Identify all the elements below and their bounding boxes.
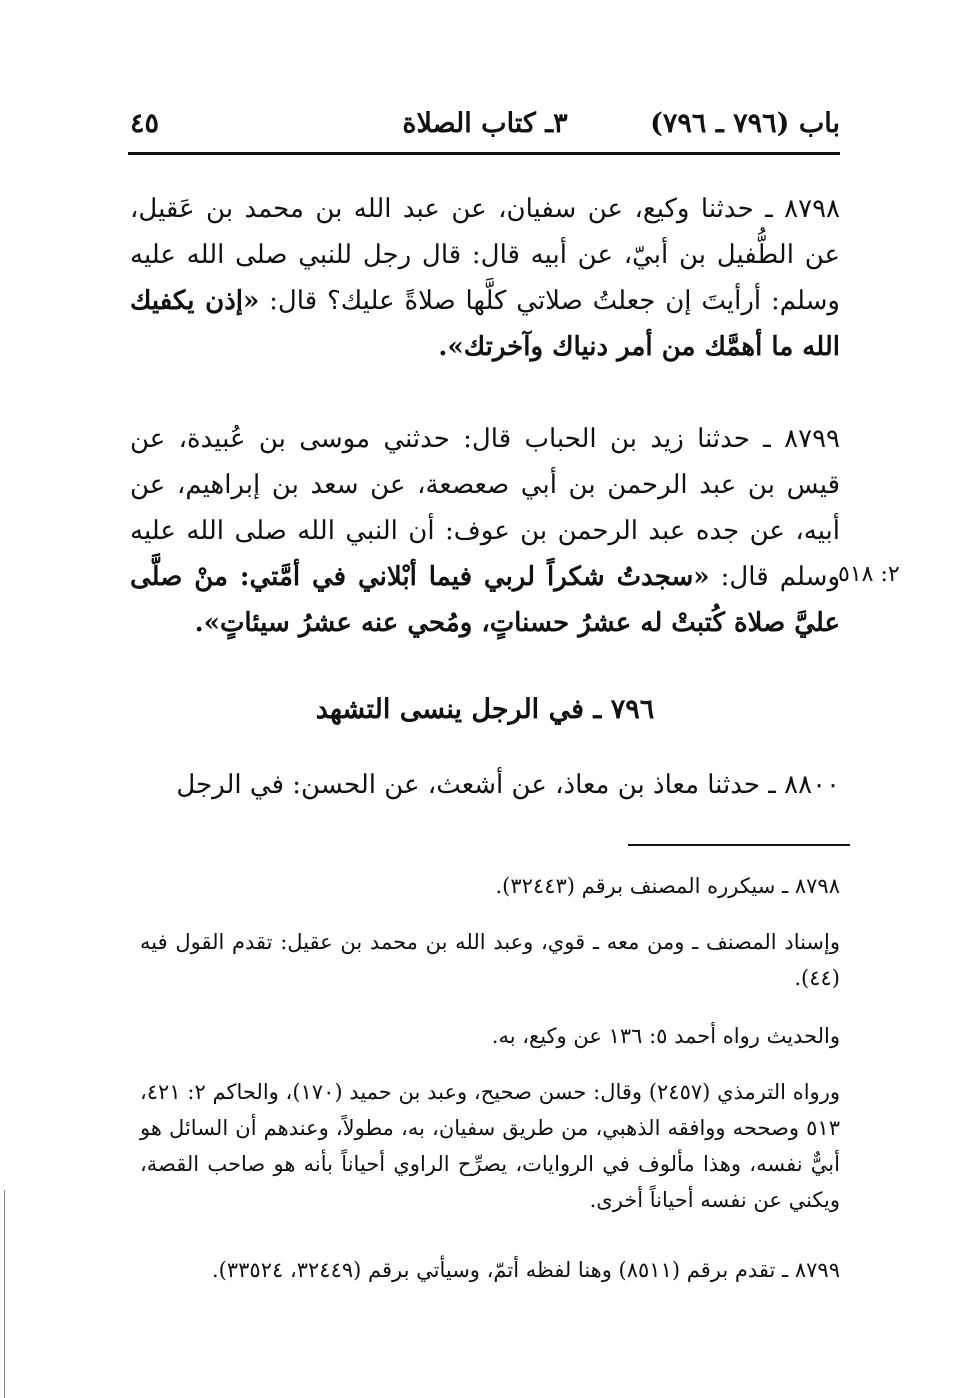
scan-edge-line	[4, 1190, 5, 1398]
hadith-8799-text: ٨٧٩٩ ـ حدثنا زيد بن الحباب قال: حدثني موسى بن عُبيدة، عن قيس بن عبد الرحمن بن أبي صعصعة، عن سعد بن إبراهيم، عن أبيه، عن جده عبد الرحمن بن عوف: أن النبي الله صلى الله عليه وسلم قال:	[130, 424, 840, 592]
hadith-8799	[130, 416, 840, 646]
footnote-3: والحديث رواه أحمد ٥: ١٣٦ عن وكيع، به.	[491, 1024, 840, 1048]
page-number: ٤٥	[130, 108, 160, 139]
hadith-8799-quote: «سجدتُ شكراً لربي فيما أبْلاني في أمَّتي: منْ صلَّى عليَّ صلاة كُتبتْ له عشرُ حسناتٍ، ومُحي عنه عشرُ سيئاتٍ».	[130, 562, 840, 638]
hadith-8800-text: ٨٨٠٠ ـ حدثنا معاذ بن معاذ، عن أشعث، عن الحسن: في الرجل	[176, 770, 840, 800]
footnote-1: ٨٧٩٨ ـ سيكرره المصنف برقم (٣٢٤٤٣).	[495, 874, 840, 898]
chapter-heading: باب (٧٩٦ ـ ٧٩٦)	[650, 108, 840, 139]
hadith-8798-text: ٨٧٩٨ ـ حدثنا وكيع، عن سفيان، عن عبد الله بن محمد بن عَقيل، عن الطُّفيل بن أبيّ، عن أبيه قال: قال رجل للنبي صلى الله عليه وسلم: أرأيتَ إن جعلتُ صلاتي كلَّها صلاةً عليك؟ قال:	[130, 194, 840, 316]
section-title: ٧٩٦ ـ في الرجل ينسى التشهد	[315, 694, 655, 725]
book-title: ٣ـ كتاب الصلاة	[402, 108, 568, 139]
footnote-4: ورواه الترمذي (٢٤٥٧) وقال: حسن صحيح، وعبد بن حميد (١٧٠)، والحاكم ٢: ٤٢١، ٥١٣ وصححه ووافقه الذهبي، من طريق سفيان، به، مطولاً، وعندهم أن السائل هو أبيٌّ نفسه، وهذا مألوف في الروايات، يصرِّح الراوي أحياناً بأنه هو صاحب القصة، ويكني عن نفسه أحياناً أخرى.	[140, 1080, 840, 1212]
hadith-8800	[130, 762, 840, 808]
margin-reference: ٢: ٥١٨	[838, 562, 900, 587]
hadith-8798	[130, 186, 840, 370]
page-header	[130, 100, 840, 150]
footnote-5: ٨٧٩٩ ـ تقدم برقم (٨٥١١) وهنا لفظه أتمّ، وسيأتي برقم (٣٢٤٤٩، ٣٣٥٢٤).	[212, 1258, 840, 1282]
footnote-2: وإسناد المصنف ـ ومن معه ـ قوي، وعبد الله بن محمد بن عقيل: تقدم القول فيه (٤٤).	[140, 930, 840, 990]
footnote-separator	[628, 844, 850, 846]
hadith-8798-quote: «إذن يكفيك الله ما أهمَّك من أمر دنياك وآخرتك».	[130, 286, 840, 362]
header-rule	[128, 152, 840, 155]
